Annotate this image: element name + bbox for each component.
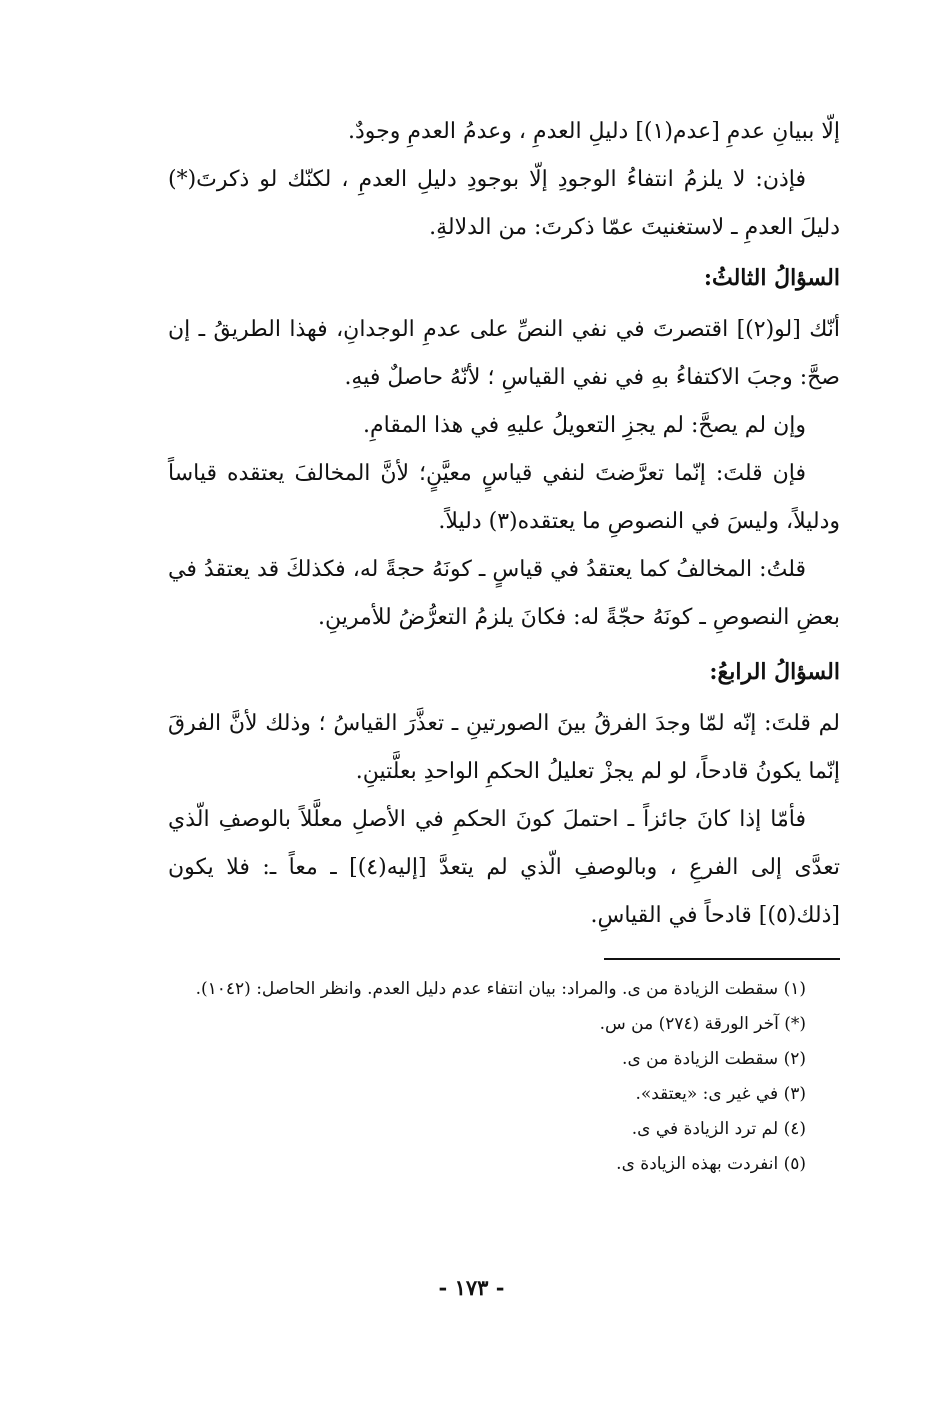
paragraph-5: فإن قلتَ: إنّما تعرَّضتَ لنفي قياسٍ معيَّنٍ؛ لأنَّ المخالفَ يعتقده قياساً ودليلاً، وليسَ في النصوصِ ما يعتقده(٣) دليلاً. xyxy=(168,461,840,534)
footnote-4: (٤) لم ترد الزيادة في ى. xyxy=(631,1119,806,1139)
section-heading-fourth-question: السؤالُ الرابعُ: xyxy=(709,659,840,685)
footnote-separator xyxy=(604,958,840,960)
footnote-3: (٣) في غير ى: «يعتقد». xyxy=(635,1084,806,1104)
paragraph-2: فإذن: لا يلزمُ انتفاءُ الوجودِ إلّا بوجودِ دليلِ العدمِ ، لكنّك لو ذكرتَ(*) دليلَ العدمِ ـ لاستغنيتَ عمّا ذكرتَ: من الدلالةِ. xyxy=(168,167,840,240)
footnote-star: (*) آخر الورقة (٢٧٤) من س. xyxy=(599,1014,806,1034)
section-heading-third-question: السؤالُ الثالثُ: xyxy=(703,265,840,291)
footnote-5: (٥) انفردت بهذه الزيادة ى. xyxy=(616,1154,806,1174)
footnote-2: (٢) سقطت الزيادة من ى. xyxy=(622,1049,806,1069)
paragraph-6: قلتُ: المخالفُ كما يعتقدُ في قياسٍ ـ كونَهُ حجةً له، فكذلكَ قد يعتقدُ في بعضِ النصوصِ ـ كونَهُ حجّةً له: فكانَ يلزمُ التعرُّضُ للأمرينِ. xyxy=(168,557,840,630)
main-text xyxy=(168,108,840,940)
paragraph-8: فأمّا إذا كانَ جائزاً ـ احتملَ كونَ الحكمِ في الأصلِ معلَّلاً بالوصفِ الّذي تعدَّى إلى الفرعِ ، وبالوصفِ الّذي لم يتعدَّ [إليه(٤)] ـ معاً ـ: فلا يكون [ذلك(٥)] قادحاً في القياسِ. xyxy=(168,807,840,928)
page-number: - ١٧٣ - xyxy=(438,1275,505,1300)
paragraph-1: إلّا ببيانِ عدمِ [عدم(١)] دليلِ العدمِ ، وعدمُ العدمِ وجودٌ. xyxy=(347,119,840,144)
footnote-1: (١) سقطت الزيادة من ى. والمراد: بيان انتفاء عدم دليل العدم. وانظر الحاصل: (١٠٤٢). xyxy=(195,979,806,999)
footnotes xyxy=(168,972,840,1182)
paragraph-7: لم قلتَ: إنّه لمّا وجدَ الفرقُ بينَ الصورتينِ ـ تعذَّرَ القياسُ ؛ وذلك لأنَّ الفرقَ إنّما يكونُ قادحاً، لو لم يجزْ تعليلُ الحكمِ الواحدِ بعلَّتينِ. xyxy=(168,711,840,784)
paragraph-3: أنّك [لو(٢)] اقتصرتَ في نفي النصِّ على عدمِ الوجدانِ، فهذا الطريقُ ـ إن صحَّ: وجبَ الاكتفاءُ بهِ في نفي القياسِ ؛ لأنّهُ حاصلٌ فيهِ. xyxy=(168,317,840,390)
paragraph-4: وإن لم يصحَّ: لم يجزِ التعويلُ عليهِ في هذا المقامِ. xyxy=(363,413,806,438)
